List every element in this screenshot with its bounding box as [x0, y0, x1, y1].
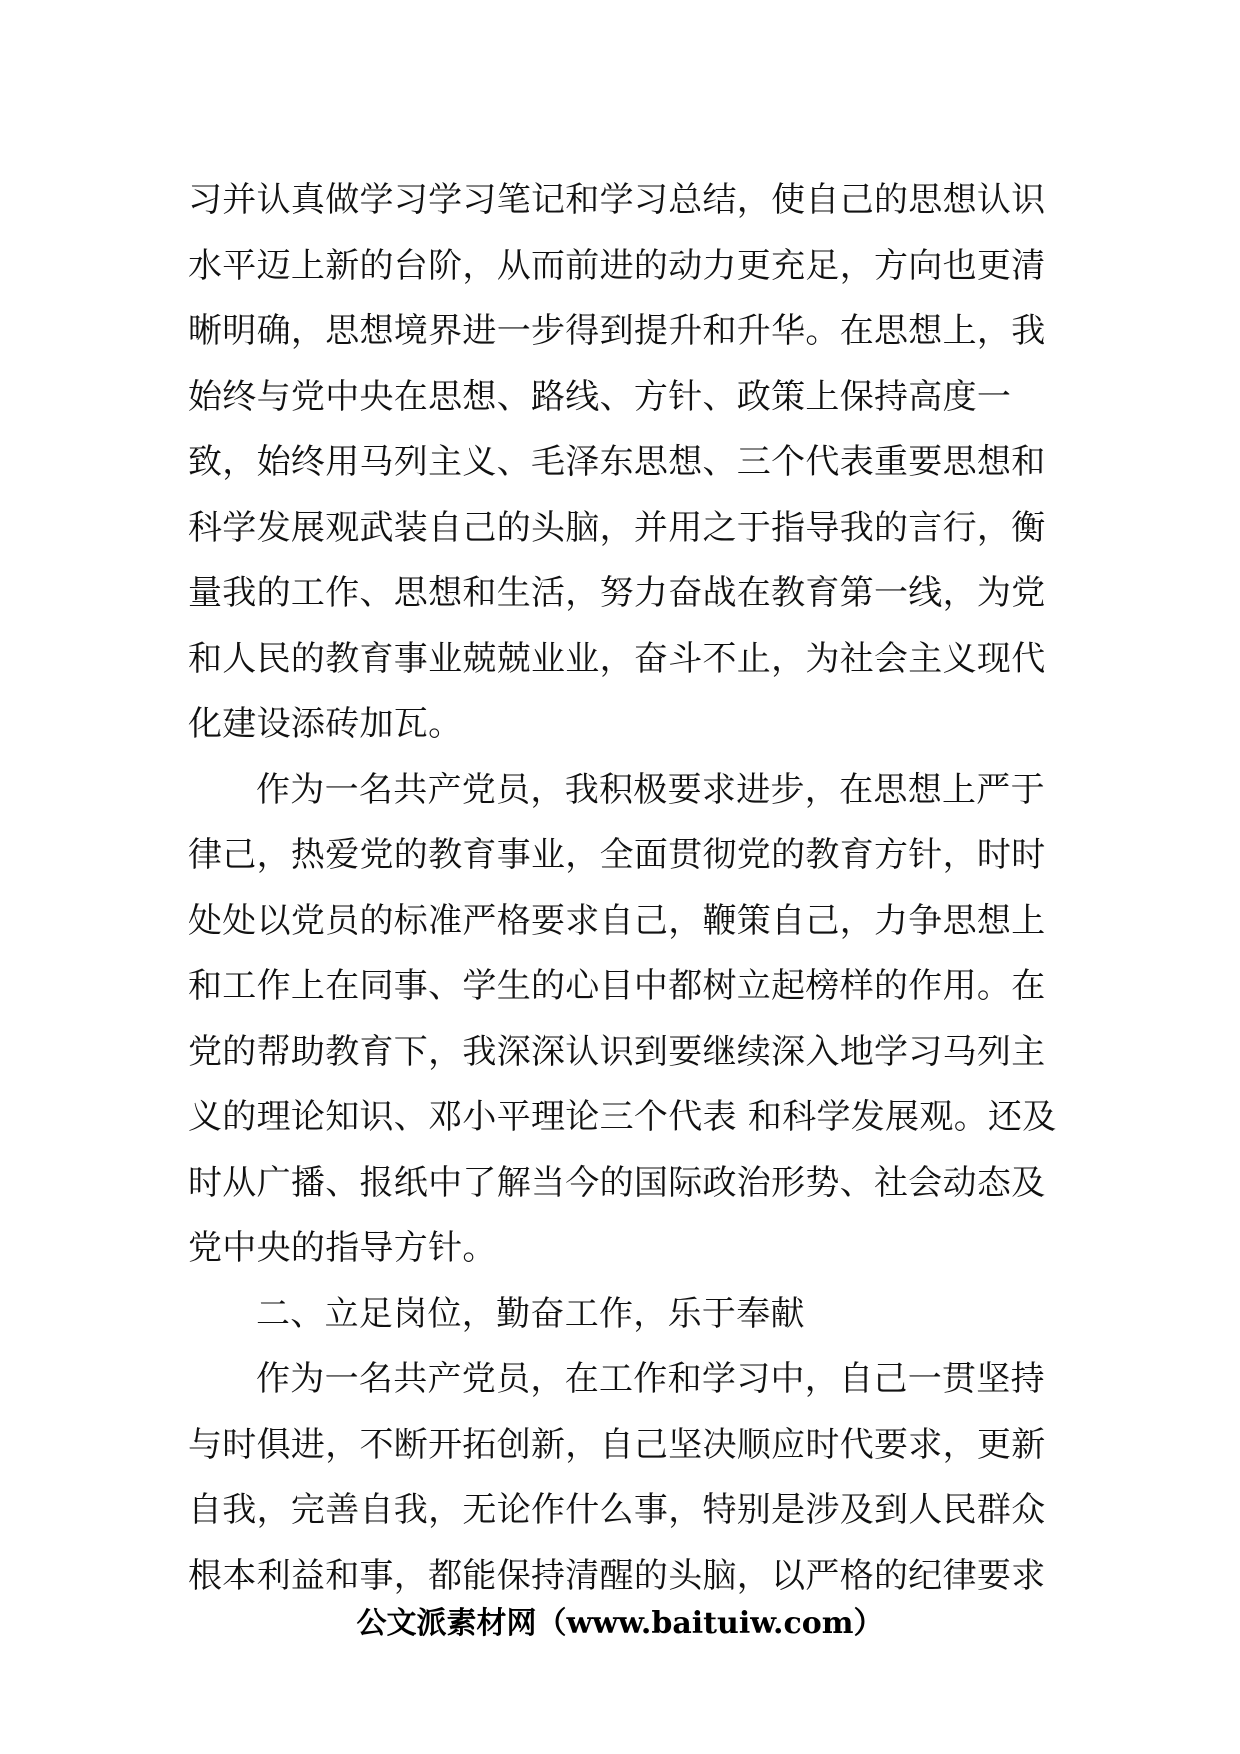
text-line: 义的理论知识、邓小平理论三个代表 和科学发展观。还及 [188, 1097, 1057, 1137]
document-body [188, 168, 1058, 1609]
text-line: 和人民的教育事业兢兢业业，奋斗不止，为社会主义现代 [188, 638, 1046, 679]
text-line: 自我，完善自我，无论作什么事，特别是涉及到人民群众 [188, 1490, 1046, 1530]
text-line: 律己，热爱党的教育事业，全面贯彻党的教育方针，时时 [188, 835, 1046, 875]
text-line: 党的帮助教育下，我深深认识到要继续深入地学习马列主 [188, 1031, 1046, 1072]
text-line: 作为一名共产党员，我积极要求进步，在思想上严于 [256, 769, 1045, 810]
text-line: 时从广播、报纸中了解当今的国际政治形势、社会动态及 [188, 1162, 1046, 1203]
footer-watermark: 公文派素材网（www.baituiw.com） [356, 1606, 884, 1641]
text-line: 晰明确，思想境界进一步得到提升和升华。在思想上，我 [188, 311, 1046, 351]
text-line: 科学发展观武装自己的头脑，并用之于指导我的言行，衡 [188, 507, 1046, 548]
text-line: 量我的工作、思想和生活，努力奋战在教育第一线，为党 [188, 573, 1046, 613]
text-line: 党中央的指导方针。 [188, 1228, 497, 1268]
text-line: 习并认真做学习学习笔记和学习总结，使自己的思想认识 [188, 180, 1046, 220]
text-line: 水平迈上新的台阶，从而前进的动力更充足，方向也更清 [188, 245, 1046, 286]
text-line: 作为一名共产党员，在工作和学习中，自己一贯坚持 [256, 1359, 1045, 1399]
text-line: 始终与党中央在思想、路线、方针、政策上保持高度一 [188, 376, 1012, 417]
text-line: 处处以党员的标准严格要求自己，鞭策自己，力争思想上 [188, 900, 1046, 941]
section-heading: 二、立足岗位，勤奋工作，乐于奉献 [256, 1293, 805, 1334]
text-line: 根本利益和事，都能保持清醒的头脑，以严格的纪律要求 [188, 1555, 1046, 1596]
text-line: 致，始终用马列主义、毛泽东思想、三个代表重要思想和 [188, 442, 1046, 482]
text-line: 与时俱进，不断开拓创新，自己坚决顺应时代要求，更新 [188, 1424, 1046, 1465]
text-line: 和工作上在同事、学生的心目中都树立起榜样的作用。在 [188, 966, 1046, 1006]
text-line: 化建设添砖加瓦。 [188, 704, 463, 744]
